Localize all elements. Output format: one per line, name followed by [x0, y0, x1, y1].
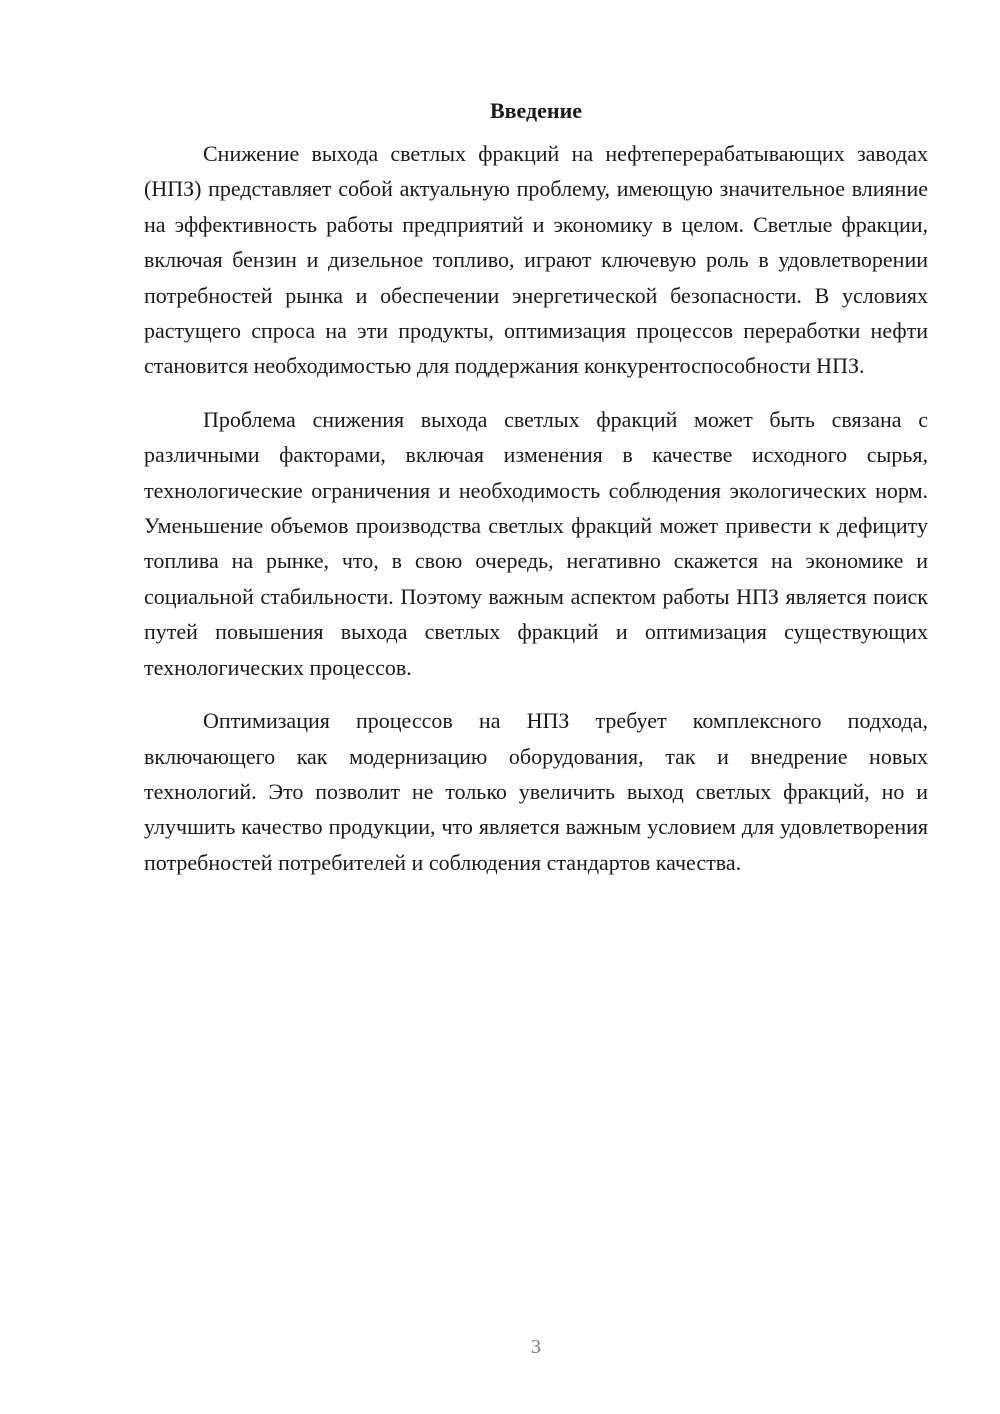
page-number: 3 — [531, 1336, 541, 1358]
section-heading: Введение — [489, 98, 583, 123]
paragraph-1: Снижение выхода светлых фракций на нефтеперерабатывающих заводах (НПЗ) представляет собой актуальную проблему, имеющую значительное влияние на эффективность работы предприятий и экономику в целом. Светлые фракции, включая бензин и дизельное топливо, играют ключевую роль в удовлетворении потребностей рынка и обеспечении энергетической безопасности. В условиях растущего спроса на эти продукты, оптимизация процессов переработки нефти становится необходимостью для поддержания конкурентоспособности НПЗ. — [144, 141, 928, 379]
paragraph-3: Оптимизация процессов на НПЗ требует комплексного подхода, включающего как модернизацию оборудования, так и внедрение новых технологий. Это позволит не только увеличить выход светлых фракций, но и улучшить качество продукции, что является важным условием для удовлетворения потребностей потребителей и соблюдения стандартов качества. — [144, 708, 928, 875]
page-content — [144, 95, 928, 898]
paragraph-2: Проблема снижения выхода светлых фракций может быть связана с различными факторами, включая изменения в качестве исходного сырья, технологические ограничения и необходимость соблюдения экологических норм. Уменьшение объемов производства светлых фракций может привести к дефициту топлива на рынке, что, в свою очередь, негативно скажется на экономике и социальной стабильности. Поэтому важным аспектом работы НПЗ является поиск путей повышения выхода светлых фракций и оптимизация существующих технологических процессов. — [144, 406, 928, 680]
